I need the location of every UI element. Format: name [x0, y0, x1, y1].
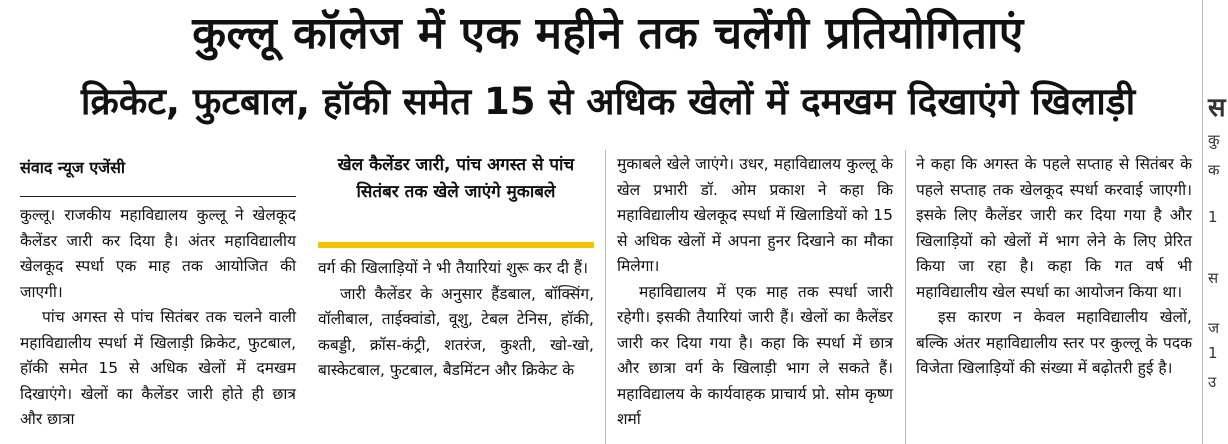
column-1: [20, 203, 296, 433]
paragraph: पांच अगस्त से पांच सितंबर तक चलने वाली महाविद्यालीय स्पर्धा में खिलाड़ी क्रिकेट, फुटबाल, हॉकी समेत 15 से अधिक खेलों में दमखम दिखाएंगे। खेलों का कैलेंडर जारी होते ही छात्र और छात्रा: [20, 308, 296, 428]
paragraph: कुल्लू। राजकीय महाविद्यालय कुल्लू ने खेलकूद कैलेंडर जारी कर दिया है। अंतर महाविद्यालीय खेलकूद स्पर्धा एक माह तक आयोजित की जाएगी।: [20, 206, 296, 301]
column-2: [318, 256, 594, 384]
headline: कुल्लू कॉलेज में एक महीने तक चलेंगी प्रतियोगिताएं: [192, 8, 1024, 59]
fragment-text: स: [1208, 269, 1219, 287]
column-divider: [605, 150, 606, 444]
paragraph: वर्ग की खिलाड़ियों ने भी तैयारियां शुरू कर दी हैं।: [318, 259, 589, 277]
adjacent-article-fragment: [1200, 0, 1228, 444]
fragment-text: 1: [1208, 344, 1218, 362]
paragraph: महाविद्यालय में एक माह तक स्पर्धा जारी रहेगी। इसकी तैयारियां जारी हैं। खेलों का कैलेंडर जारी कर दिया गया है। कहा कि स्पर्धा में छात्र और छात्रा वर्ग के खिलाड़ी भाग ले सकते हैं। महाविद्यालय के कार्यवाहक प्राचार्य प्रो. सोम कृष्ण शर्मा: [617, 282, 893, 428]
column-divider: [905, 150, 906, 444]
fragment-text: क: [1208, 161, 1220, 179]
byline-rule: [20, 196, 296, 197]
paragraph: मुकाबले खेले जाएंगे। उधर, महाविद्यालय कुल्लू के खेल प्रभारी डॉ. ओम प्रकाश ने कहा कि महाविद्यालीय खेलकूद स्पर्धा में खिलाडियों को 15 से अधिक खेलों में अपना हुनर दिखाने का मौका मिलेगा।: [617, 155, 893, 275]
fragment-text: कु: [1208, 131, 1220, 149]
paragraph: ने कहा कि अगस्त के पहले सप्ताह से सितंबर के पहले सप्ताह तक खेलकूद स्पर्धा करवाई जाएगी। इसके लिए कैलेंडर जारी कर दिया गया है और खिलाड़ियों को खेलों में भाग लेने के लिए प्रेरित किया जा रहा है। कहा कि गत वर्ष भी महाविद्यालीय खेल स्पर्धा का आयोजन किया था।: [916, 155, 1192, 301]
paragraph: इस कारण न केवल महाविद्यालीय खेलों, बल्कि अंतर महाविद्यालीय स्तर पर कुल्लू के पदक विजेता खिलाड़ियों की संख्या में बढ़ोतरी हुई है।: [916, 308, 1192, 377]
fragment-text: 1: [1208, 208, 1218, 226]
subheadline: क्रिकेट, फुटबाल, हॉकी समेत 15 से अधिक खेलों में दमखम दिखाएंगे खिलाड़ी: [80, 80, 1136, 123]
fragment-text: उ: [1208, 373, 1217, 391]
fragment-text: स: [1208, 93, 1226, 123]
column-3: [617, 152, 893, 433]
byline: संवाद न्यूज एजेंसी: [20, 158, 126, 177]
fragment-text: ज: [1208, 319, 1220, 337]
column-4: [916, 152, 1192, 382]
kicker: खेल कैलेंडर जारी, पांच अगस्त से पांच सितंबर तक खेले जाएंगे मुकाबले: [337, 155, 575, 202]
paragraph: जारी कैलेंडर के अनुसार हैंडबाल, बॉक्सिंग, वॉलीबाल, ताईक्वांडो, वूशु, टेबल टेनिस, हॉकी, कबड्डी, क्रॉस-कंट्री, शतरंज, कुश्ती, खो-खो, बास्केटबाल, फुटबाल, बैडमिंटन और क्रिकेट के: [318, 284, 594, 379]
kicker-underline: [318, 242, 594, 248]
